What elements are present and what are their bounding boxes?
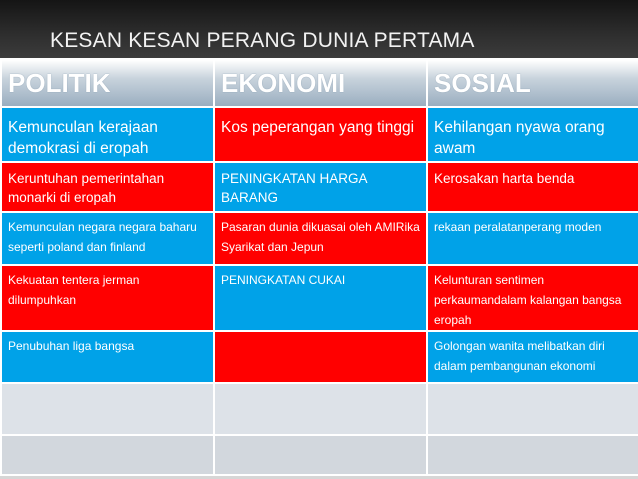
table-row	[1, 383, 638, 435]
table-row	[1, 107, 638, 162]
header-sosial: SOSIAL	[427, 59, 638, 107]
table-cell: Kerosakan harta benda	[427, 162, 638, 212]
table-row	[1, 331, 638, 383]
table-cell	[427, 383, 638, 435]
table-cell	[427, 435, 638, 475]
table-cell: Golongan wanita melibatkan diri dalam pembangunan ekonomi	[427, 331, 638, 383]
table-cell	[214, 435, 427, 475]
table-cell	[1, 435, 214, 475]
table-cell: Kehilangan nyawa orang awam	[427, 107, 638, 162]
effects-table	[0, 58, 638, 476]
table-cell: PENINGKATAN CUKAI	[214, 265, 427, 331]
table-cell	[214, 331, 427, 383]
table-cell	[214, 383, 427, 435]
table-row	[1, 162, 638, 212]
table-header-row	[1, 59, 638, 107]
slide-header	[0, 0, 638, 58]
table-cell: rekaan peralatanperang moden	[427, 212, 638, 265]
table-cell: Penubuhan liga bangsa	[1, 331, 214, 383]
table-cell: Kekuatan tentera jerman dilumpuhkan	[1, 265, 214, 331]
table-cell: Kemunculan kerajaan demokrasi di eropah	[1, 107, 214, 162]
header-ekonomi: EKONOMI	[214, 59, 427, 107]
table-row	[1, 265, 638, 331]
table-row	[1, 435, 638, 475]
header-politik: POLITIK	[1, 59, 214, 107]
table-cell	[1, 383, 214, 435]
table-row	[1, 212, 638, 265]
table-cell: PENINGKATAN HARGA BARANG	[214, 162, 427, 212]
table-cell: Kemunculan negara negara baharu seperti poland dan finland	[1, 212, 214, 265]
table-cell: Kelunturan sentimen perkaumandalam kalangan bangsa eropah	[427, 265, 638, 331]
table-cell: Keruntuhan pemerintahan monarki di eropah	[1, 162, 214, 212]
slide-title: KESAN KESAN PERANG DUNIA PERTAMA	[50, 29, 475, 52]
table-cell: Pasaran dunia dikuasai oleh AMIRika Syarikat dan Jepun	[214, 212, 427, 265]
table-cell: Kos peperangan yang tinggi	[214, 107, 427, 162]
